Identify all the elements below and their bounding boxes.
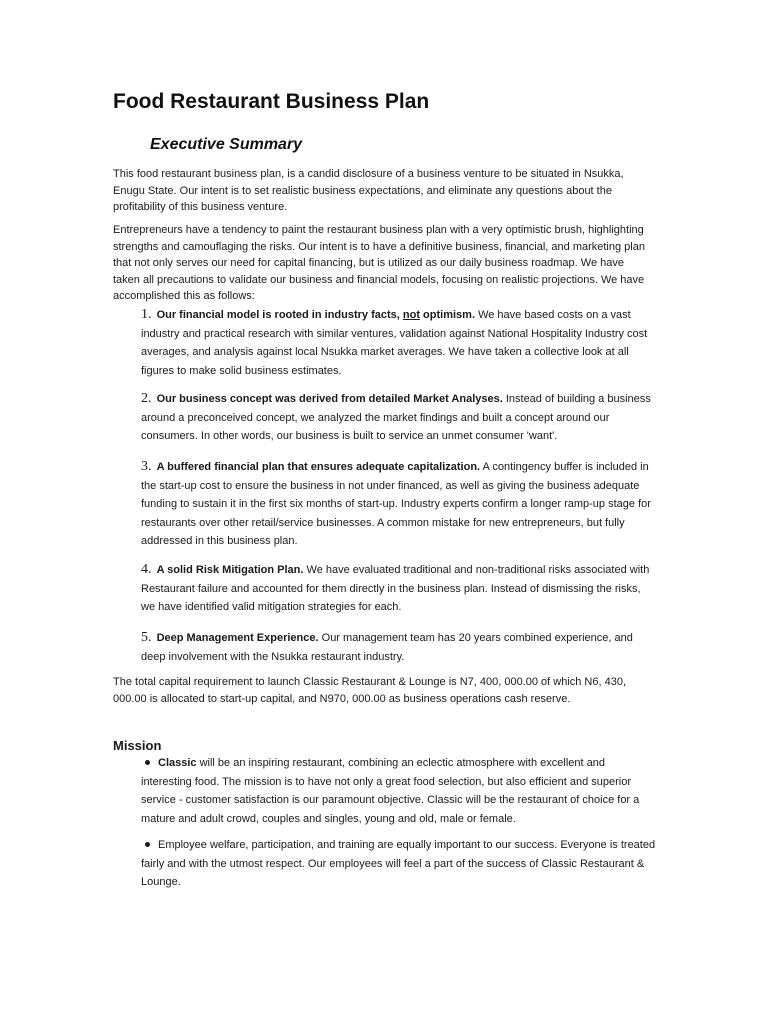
numbered-item-5	[141, 629, 656, 666]
intro-paragraph-1: This food restaurant business plan, is a candid disclosure of a business venture to be situated in Nsukka, Enugu State. Our intent is to set realistic business expectations, and eliminate any questions about the profitability of this business venture.	[113, 168, 624, 213]
item-number: 5.	[141, 630, 152, 645]
item-lead: A solid Risk Mitigation Plan.	[156, 564, 304, 576]
numbered-item-3	[141, 458, 656, 551]
bullet-body: Employee welfare, participation, and training are equally important to our success. Everyone is treated fairly and with the utmost respect. Our employees will feel a part of the success of Classic Restaurant & Lounge.	[141, 839, 656, 888]
section-heading-mission: Mission	[113, 738, 162, 753]
item-lead: A buffered financial plan that ensures adequate capitalization.	[156, 461, 481, 473]
item-lead: Our business concept was derived from detailed Market Analyses.	[156, 393, 503, 405]
document-title: Food Restaurant Business Plan	[113, 90, 430, 113]
bullet-icon	[145, 842, 150, 847]
numbered-item-1	[141, 306, 656, 380]
item-lead: Our financial model is rooted in industry facts, not optimism.	[156, 309, 476, 321]
intro-paragraph-2: Entrepreneurs have a tendency to paint the restaurant business plan with a very optimistic brush, highlighting strengths and camouflaging the risks. Our intent is to have a definitive business, financial, and marketing plan that not only serves our need for capital financing, but is utilized as our daily business roadmap. We have taken all precautions to validate our business and financial models, focusing on realistic projections. We have accomplished this as follows:	[113, 224, 645, 302]
item-body: We have based costs on a vast industry and practical research with similar ventures, validation against National Hospitality Industry cost averages, and analysis against local Nsukka market averages. We have taken a collective look at all figures to make solid business estimates.	[141, 309, 648, 377]
item-number: 2.	[141, 391, 152, 406]
bullet-lead: Classic	[158, 757, 197, 769]
mission-bullet-2	[141, 836, 656, 892]
item-number: 4.	[141, 562, 152, 577]
item-body: We have evaluated traditional and non-traditional risks associated with Restaurant failure and accounted for them directly in the business plan. Instead of dismissing the risks, we have identified valid mitigation strategies for each.	[141, 564, 650, 613]
numbered-item-2	[141, 390, 656, 446]
capital-paragraph: The total capital requirement to launch Classic Restaurant & Lounge is N7, 400, 000.00 of which N6, 430, 000.00 is allocated to start-up capital, and N970, 000.00 as business operations cash reserve.	[113, 676, 627, 705]
bullet-icon	[145, 760, 150, 765]
item-body: A contingency buffer is included in the start-up cost to ensure the business in not under financed, as well as giving the business adequate funding to sustain it in the first six months of start-up. Industry experts confirm a longer ramp-up stage for restaurants over other retail/service businesses. A common mistake for new entrepreneurs, but fully addressed in this business plan.	[141, 461, 651, 547]
item-number: 1.	[141, 307, 152, 322]
item-number: 3.	[141, 459, 152, 474]
numbered-item-4	[141, 561, 656, 617]
item-lead: Deep Management Experience.	[156, 632, 319, 644]
bullet-body: will be an inspiring restaurant, combining an eclectic atmosphere with excellent and interesting food. The mission is to have not only a great food selection, but also efficient and superior service - customer satisfaction is our paramount objective. Classic will be the restaurant of choice for a mature and adult crowd, couples and singles, young and old, male or female.	[141, 757, 640, 825]
item-body: Instead of building a business around a preconceived concept, we analyzed the market findings and built a concept around our consumers. In other words, our business is built to service an unmet consumer 'want'.	[141, 393, 651, 442]
section-heading-executive-summary: Executive Summary	[150, 136, 303, 153]
mission-bullet-1	[141, 754, 656, 828]
item-body: Our management team has 20 years combined experience, and deep involvement with the Nsukka restaurant industry.	[141, 632, 633, 663]
